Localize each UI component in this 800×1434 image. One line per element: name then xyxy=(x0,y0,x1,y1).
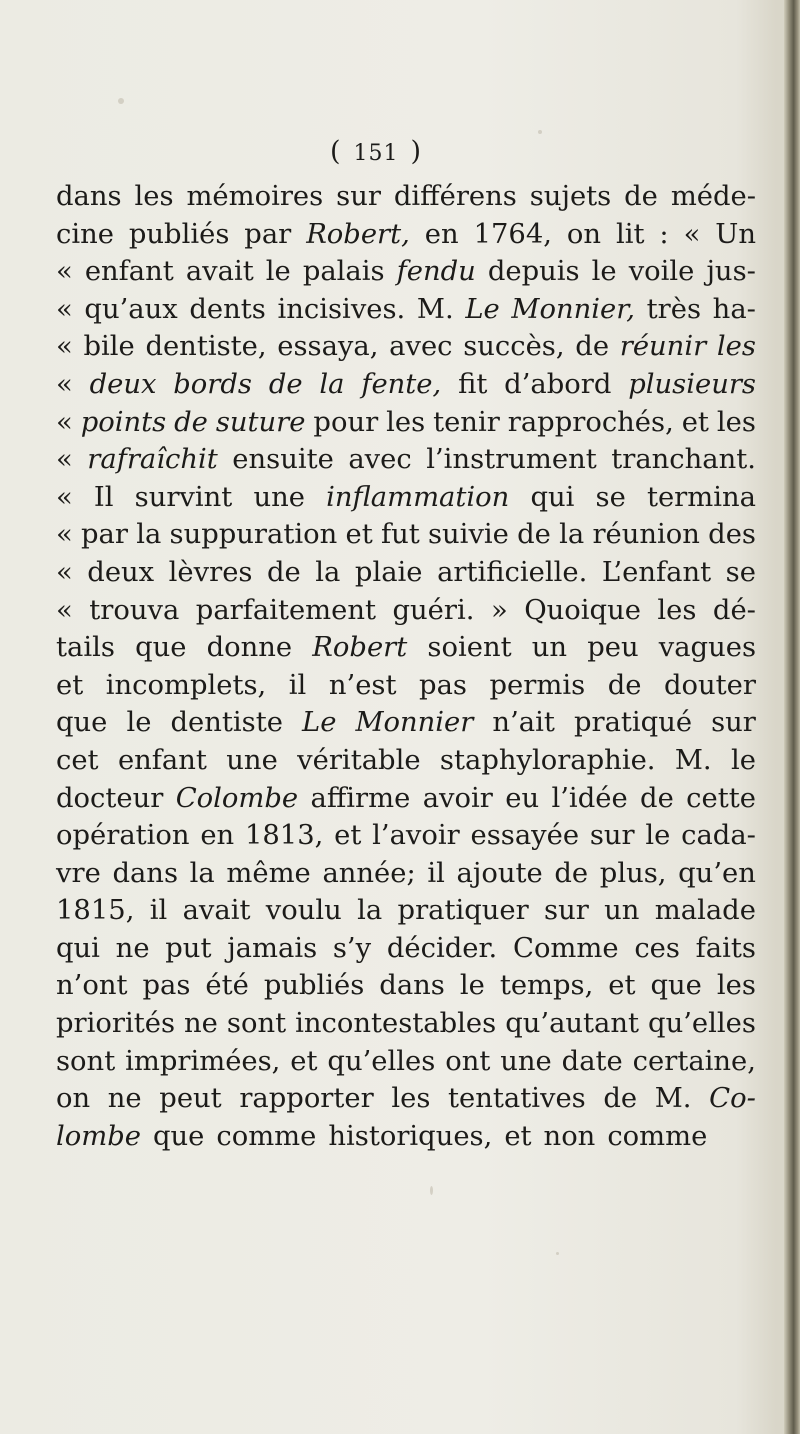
word: s’y xyxy=(332,932,372,964)
word: et xyxy=(345,519,373,551)
text-line xyxy=(56,780,756,818)
word: enfant xyxy=(84,256,174,288)
word: des xyxy=(708,519,756,551)
word: de xyxy=(640,782,674,814)
word: et xyxy=(504,1120,532,1152)
text-line xyxy=(56,892,756,930)
word: Il xyxy=(93,481,114,513)
word: réunir xyxy=(619,331,707,363)
word: Monnier xyxy=(355,707,474,739)
word: de xyxy=(268,368,303,400)
text-line xyxy=(56,742,756,780)
word: affirme xyxy=(310,782,411,814)
word: décider. xyxy=(386,932,498,964)
word: trouva xyxy=(89,594,180,626)
text-line xyxy=(56,1118,756,1156)
word: voile xyxy=(628,256,695,288)
word: cette xyxy=(686,782,756,814)
word: qu’aux xyxy=(84,293,178,325)
guillemet: « xyxy=(56,331,73,363)
word: cine xyxy=(56,218,114,250)
word: et xyxy=(334,820,362,852)
word: le xyxy=(645,820,671,852)
word: les xyxy=(716,970,756,1002)
word: pas xyxy=(142,970,191,1002)
text-line xyxy=(56,516,756,554)
word: publiés xyxy=(128,218,230,250)
word: plaie xyxy=(354,556,423,588)
word: douter xyxy=(664,669,756,701)
guillemet: « xyxy=(56,444,73,476)
guillemet: « xyxy=(56,481,73,513)
word: Colombe xyxy=(175,782,299,814)
word: incisives. xyxy=(277,293,406,325)
word: en xyxy=(200,820,235,852)
word: sur xyxy=(336,181,381,212)
word: les xyxy=(657,594,697,626)
paper-spot xyxy=(538,130,542,134)
text-line xyxy=(56,479,756,517)
word: un xyxy=(604,895,640,927)
word: sur xyxy=(589,820,635,852)
word: faits xyxy=(695,932,756,964)
word: vagues xyxy=(658,632,756,664)
word: et xyxy=(608,970,636,1002)
word: sont xyxy=(56,1045,116,1077)
word: les xyxy=(386,406,426,438)
word: ont xyxy=(445,1045,491,1077)
word: fendu xyxy=(396,256,476,288)
paper-spot xyxy=(556,1252,559,1255)
word: malade xyxy=(654,895,756,927)
word: essayée xyxy=(470,820,580,852)
word: temps, xyxy=(499,970,594,1002)
word: et xyxy=(290,1045,318,1077)
word: suivie xyxy=(427,519,509,551)
word: les xyxy=(716,331,756,363)
word: été xyxy=(205,970,249,1002)
word: Comme xyxy=(512,932,619,964)
word: 1813, xyxy=(244,820,324,852)
word: incontestables xyxy=(295,1008,497,1040)
word: en xyxy=(424,218,459,250)
text-line xyxy=(56,366,756,404)
word: ces xyxy=(634,932,680,964)
word: la xyxy=(319,368,345,400)
word: qui xyxy=(530,481,575,513)
word: deux xyxy=(89,368,157,400)
word: date xyxy=(561,1045,623,1077)
word: le xyxy=(731,744,756,776)
word: de xyxy=(603,1083,638,1115)
word: fit xyxy=(458,368,488,400)
guillemet: « xyxy=(56,556,73,588)
word: lèvres xyxy=(168,556,253,588)
word: put xyxy=(165,932,212,964)
word: dé- xyxy=(712,594,756,626)
text-line xyxy=(56,592,756,630)
word: l’avoir xyxy=(372,820,460,852)
text-line xyxy=(56,178,756,216)
word: sur xyxy=(544,895,589,927)
word: suture xyxy=(215,406,306,438)
text-line xyxy=(56,967,756,1005)
word: que xyxy=(135,632,187,664)
word: staphyloraphie. xyxy=(439,744,656,776)
word: différens xyxy=(393,181,517,212)
word: la xyxy=(357,895,383,927)
word: qu’autant xyxy=(505,1008,640,1040)
word: M. xyxy=(674,744,712,776)
word: la xyxy=(315,556,341,588)
word: la xyxy=(189,857,215,889)
word: une xyxy=(226,744,278,776)
word: Co- xyxy=(709,1083,756,1115)
word: plus, xyxy=(599,857,667,889)
word: avoir xyxy=(422,782,493,814)
word: peu xyxy=(587,632,639,664)
word: de xyxy=(575,331,610,363)
text-line xyxy=(56,667,756,705)
text-line xyxy=(56,1080,756,1118)
word: enfant xyxy=(117,744,207,776)
word: dentiste, xyxy=(145,331,267,363)
word: avec xyxy=(348,444,412,476)
word: il xyxy=(149,895,168,927)
guillemet: « xyxy=(56,594,73,626)
guillemet: » xyxy=(490,594,508,626)
word: permis xyxy=(489,669,586,701)
word: n’ont xyxy=(56,970,128,1002)
word: 1764, xyxy=(473,218,552,250)
word: il xyxy=(288,669,307,701)
word: Le xyxy=(302,707,337,739)
word: points xyxy=(80,406,167,438)
word: jamais xyxy=(227,932,318,964)
text-line xyxy=(56,1043,756,1081)
word: que xyxy=(152,1120,205,1152)
text-line xyxy=(56,216,756,254)
paper-spot xyxy=(430,1186,433,1195)
text-line xyxy=(56,554,756,592)
text-line xyxy=(56,817,756,855)
word: rafraîchit xyxy=(87,444,218,476)
text-line xyxy=(56,629,756,667)
word: parfaitement xyxy=(195,594,377,626)
word: de xyxy=(624,181,658,212)
word: certaine, xyxy=(632,1045,756,1077)
word: la xyxy=(559,519,585,551)
page-binding-edge xyxy=(784,0,800,1434)
word: avait xyxy=(185,256,254,288)
text-line xyxy=(56,930,756,968)
word: plusieurs xyxy=(628,368,756,400)
guillemet: « xyxy=(56,406,73,438)
word: M. xyxy=(416,293,454,325)
word: de xyxy=(267,556,301,588)
folio-close-paren: ) xyxy=(410,136,423,167)
word: sujets xyxy=(529,181,612,212)
word: docteur xyxy=(56,782,164,814)
body-text xyxy=(56,178,756,1155)
word: rapprochés, xyxy=(507,406,674,438)
word: guéri. xyxy=(392,594,475,626)
word: ha- xyxy=(712,293,756,325)
word: deux xyxy=(87,556,155,588)
word: bords xyxy=(173,368,252,400)
word: l’idée xyxy=(551,782,628,814)
word: que xyxy=(650,970,702,1002)
word: on xyxy=(56,1083,91,1115)
word: peut xyxy=(159,1083,222,1115)
word: véritable xyxy=(297,744,421,776)
word: succès, xyxy=(463,331,565,363)
word: que xyxy=(56,707,108,739)
word: qui xyxy=(56,932,100,964)
word: méde- xyxy=(670,181,756,212)
word: tenir xyxy=(433,406,500,438)
folio-number: 151 xyxy=(353,141,399,166)
guillemet: « xyxy=(56,368,73,400)
word: dans xyxy=(112,857,178,889)
word: ne xyxy=(115,932,150,964)
word: voulu xyxy=(265,895,342,927)
word: tentatives xyxy=(448,1083,586,1115)
word: n’ait xyxy=(492,707,555,739)
word: année; xyxy=(322,857,416,889)
word: sont xyxy=(226,1008,287,1040)
word: rapporter xyxy=(239,1083,374,1115)
word: jus- xyxy=(706,256,756,288)
word: l’instrument xyxy=(426,444,597,476)
word: la xyxy=(136,519,162,551)
word: dans xyxy=(379,970,445,1002)
word: ensuite xyxy=(232,444,334,476)
word: suppuration xyxy=(169,519,338,551)
word: priorités xyxy=(56,1008,176,1040)
word: opération xyxy=(56,820,190,852)
word: pas xyxy=(419,669,467,701)
word: M. xyxy=(654,1083,692,1115)
word: par xyxy=(244,218,292,250)
word: de xyxy=(517,519,551,551)
word: de xyxy=(607,669,642,701)
word: dans xyxy=(56,181,122,212)
word: même xyxy=(226,857,311,889)
guillemet: « xyxy=(56,519,73,551)
word: incomplets, xyxy=(105,669,267,701)
word: d’abord xyxy=(504,368,612,400)
text-line xyxy=(56,291,756,329)
word: le xyxy=(591,256,617,288)
word: palais xyxy=(302,256,385,288)
word: dentiste xyxy=(170,707,283,739)
guillemet: « xyxy=(683,218,701,250)
word: qu’elles xyxy=(648,1008,756,1040)
word: cet xyxy=(56,744,99,776)
word: 1815, xyxy=(56,895,135,927)
word: comme xyxy=(607,1120,708,1152)
word: Le xyxy=(465,293,500,325)
text-line xyxy=(56,404,756,442)
word: les xyxy=(716,406,756,438)
word: et xyxy=(681,406,709,438)
word: sur xyxy=(711,707,756,739)
word: Un xyxy=(715,218,756,250)
word: avait xyxy=(182,895,251,927)
word: un xyxy=(531,632,568,664)
word: essaya, xyxy=(277,331,379,363)
word: les xyxy=(391,1083,431,1115)
word: survint xyxy=(134,481,233,513)
word: ajoute xyxy=(456,857,543,889)
word: réunion xyxy=(592,519,700,551)
word: et xyxy=(56,669,84,701)
folio-open-paren: ( xyxy=(330,136,342,167)
word: bile xyxy=(83,331,135,363)
word: vre xyxy=(56,857,101,889)
word: comme xyxy=(216,1120,317,1152)
word: une xyxy=(253,481,305,513)
paper-spot xyxy=(118,98,124,104)
word: lit xyxy=(615,218,645,250)
word: soient xyxy=(427,632,512,664)
word: lombe xyxy=(56,1120,141,1152)
word: ne xyxy=(184,1008,218,1040)
word: Quoique xyxy=(524,594,641,626)
word: : xyxy=(659,218,669,250)
text-line xyxy=(56,328,756,366)
word: de xyxy=(554,857,589,889)
word: le xyxy=(459,970,485,1002)
word: qu’elles xyxy=(327,1045,436,1077)
word: eu xyxy=(505,782,540,814)
word: L’enfant xyxy=(601,556,712,588)
guillemet: « xyxy=(56,256,73,288)
word: tails xyxy=(56,632,115,664)
text-line xyxy=(56,855,756,893)
word: pour xyxy=(313,406,379,438)
word: pratiqué xyxy=(573,707,693,739)
word: une xyxy=(500,1045,552,1077)
word: n’est xyxy=(328,669,397,701)
word: se xyxy=(595,481,626,513)
word: depuis xyxy=(487,256,580,288)
word: on xyxy=(566,218,602,250)
guillemet: « xyxy=(56,293,73,325)
word: fente, xyxy=(361,368,442,400)
word: Robert, xyxy=(306,218,410,250)
word: les xyxy=(134,181,174,212)
word: ne xyxy=(107,1083,142,1115)
text-line xyxy=(56,704,756,742)
word: inflammation xyxy=(326,481,510,513)
word: imprimées, xyxy=(125,1045,281,1077)
word: il xyxy=(427,857,445,889)
text-line xyxy=(56,253,756,291)
page-number xyxy=(330,136,422,167)
text-line xyxy=(56,441,756,479)
word: non xyxy=(543,1120,596,1152)
word: Robert xyxy=(312,632,408,664)
word: très xyxy=(646,293,702,325)
word: fut xyxy=(380,519,420,551)
word: par xyxy=(81,519,128,551)
word: pratiquer xyxy=(397,895,529,927)
word: tranchant. xyxy=(611,444,756,476)
word: avec xyxy=(389,331,453,363)
word: historiques, xyxy=(328,1120,493,1152)
word: le xyxy=(265,256,291,288)
word: termina xyxy=(646,481,756,513)
word: publiés xyxy=(263,970,365,1002)
word: mémoires xyxy=(186,181,324,212)
word: le xyxy=(126,707,152,739)
word: se xyxy=(725,556,756,588)
word: Monnier, xyxy=(511,293,635,325)
word: artificielle. xyxy=(437,556,588,588)
word: cada- xyxy=(681,820,756,852)
word: dents xyxy=(189,293,266,325)
word: de xyxy=(174,406,208,438)
word: qu’en xyxy=(678,857,756,889)
text-line xyxy=(56,1005,756,1043)
word: donne xyxy=(206,632,293,664)
